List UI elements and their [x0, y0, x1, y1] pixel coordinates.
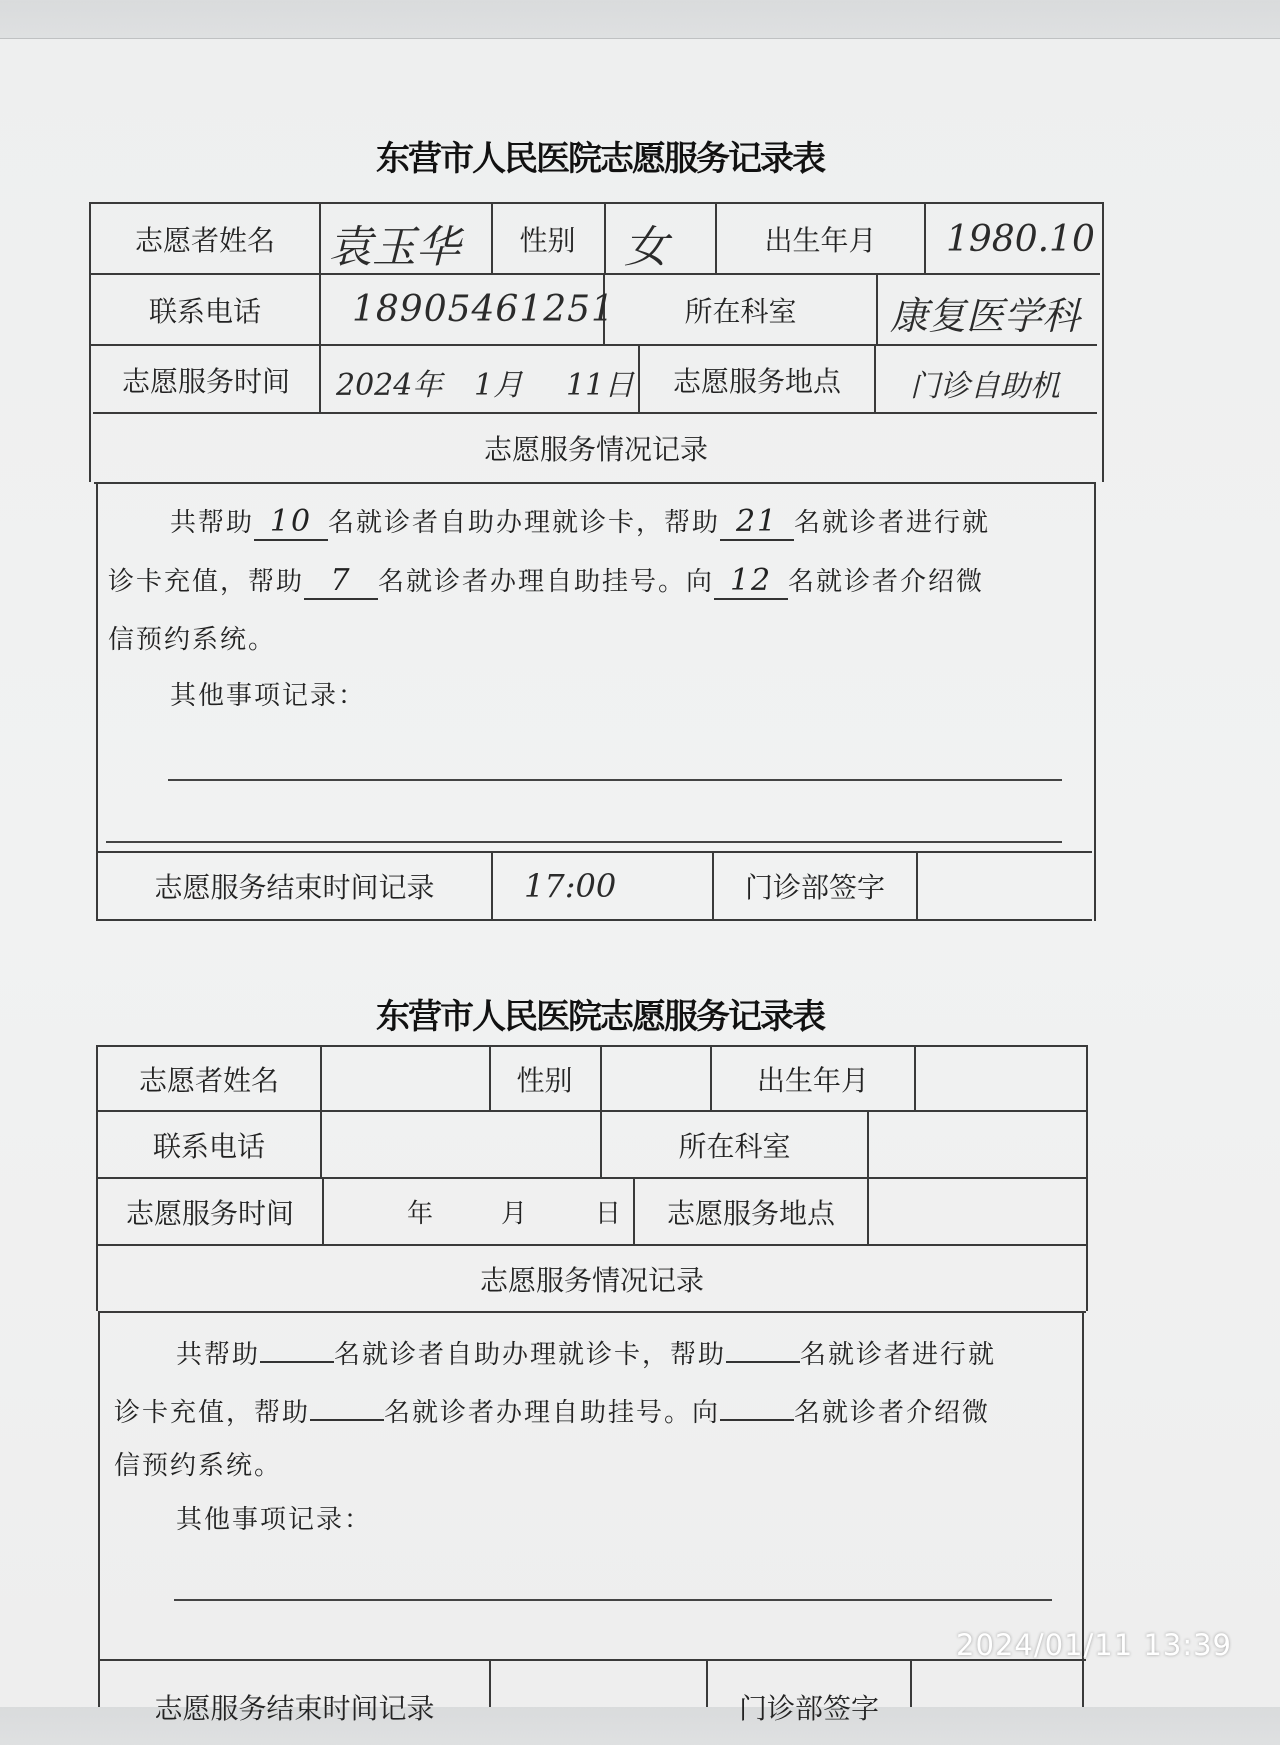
blank-wechat [720, 1389, 794, 1421]
record-line-1: 共帮助 10 名就诊者自助办理就诊卡，帮助 21 名就诊者进行就 [170, 504, 991, 539]
value-service-place: 门诊自助机 [910, 369, 1060, 404]
other-items-label: 其他事项记录： [170, 681, 367, 711]
label-year: 年 [406, 1199, 433, 1229]
label-department: 所在科室 [678, 1129, 791, 1163]
count-wechat: 12 [714, 568, 788, 600]
label-birth: 出生年月 [756, 1063, 869, 1097]
value-department: 康复医学科 [890, 294, 1081, 338]
other-items-label: 其他事项记录： [176, 1505, 373, 1535]
blank-recharge [726, 1331, 800, 1363]
other-items-line-2 [106, 841, 1062, 843]
label-end-time: 志愿服务结束时间记录 [154, 1692, 435, 1725]
record-line-1: 共帮助 名就诊者自助办理就诊卡，帮助 名就诊者进行就 [176, 1331, 996, 1371]
form-title: 东营市人民医院志愿服务记录表 [376, 997, 824, 1037]
label-phone: 联系电话 [148, 295, 261, 328]
label-gender: 性别 [516, 1063, 573, 1097]
record-section-header: 志愿服务情况记录 [483, 433, 708, 466]
label-phone: 联系电话 [152, 1129, 265, 1163]
value-end-time: 17:00 [524, 867, 617, 905]
value-volunteer-name: 袁玉华 [328, 222, 460, 273]
count-cards: 10 [254, 509, 328, 541]
signature-box [918, 853, 1094, 919]
label-end-time: 志愿服务结束时间记录 [154, 871, 435, 904]
photo-timestamp: 2024/01/11 13:39 [956, 1628, 1232, 1662]
value-gender: 女 [624, 222, 668, 273]
paper-sheet [0, 38, 1280, 1725]
label-service-place: 志愿服务地点 [672, 364, 841, 398]
count-registration: 7 [304, 568, 378, 600]
record-section-header: 志愿服务情况记录 [479, 1263, 704, 1297]
label-month: 月 [500, 1199, 527, 1229]
value-phone: 18905461251 [352, 289, 615, 330]
label-birth: 出生年月 [764, 224, 877, 257]
record-line-3: 信预约系统。 [114, 1451, 283, 1481]
form-title: 东营市人民医院志愿服务记录表 [376, 139, 824, 179]
other-items-line-1 [168, 779, 1062, 781]
label-volunteer-name: 志愿者姓名 [134, 224, 275, 257]
blank-cards [260, 1331, 334, 1363]
label-gender: 性别 [519, 224, 576, 257]
value-birth: 1980.10 [946, 219, 1095, 260]
label-service-place: 志愿服务地点 [666, 1196, 835, 1230]
value-year: 2024年 [336, 368, 443, 403]
value-month: 1月 [474, 368, 524, 403]
value-day: 11日 [566, 368, 635, 403]
record-line-3: 信预约系统。 [108, 625, 277, 655]
label-department: 所在科室 [684, 295, 797, 328]
label-signature: 门诊部签字 [738, 1692, 879, 1725]
label-volunteer-name: 志愿者姓名 [138, 1063, 279, 1097]
label-signature: 门诊部签字 [744, 871, 885, 904]
other-items-line-1 [174, 1599, 1052, 1601]
label-service-time: 志愿服务时间 [125, 1196, 294, 1230]
record-line-2: 诊卡充值，帮助 7 名就诊者办理自助挂号。向 12 名就诊者介绍微 [108, 563, 985, 598]
count-recharge: 21 [720, 509, 794, 541]
record-line-2: 诊卡充值，帮助 名就诊者办理自助挂号。向 名就诊者介绍微 [114, 1389, 990, 1429]
label-day: 日 [594, 1199, 621, 1229]
label-service-time: 志愿服务时间 [121, 364, 290, 398]
blank-registration [310, 1389, 384, 1421]
